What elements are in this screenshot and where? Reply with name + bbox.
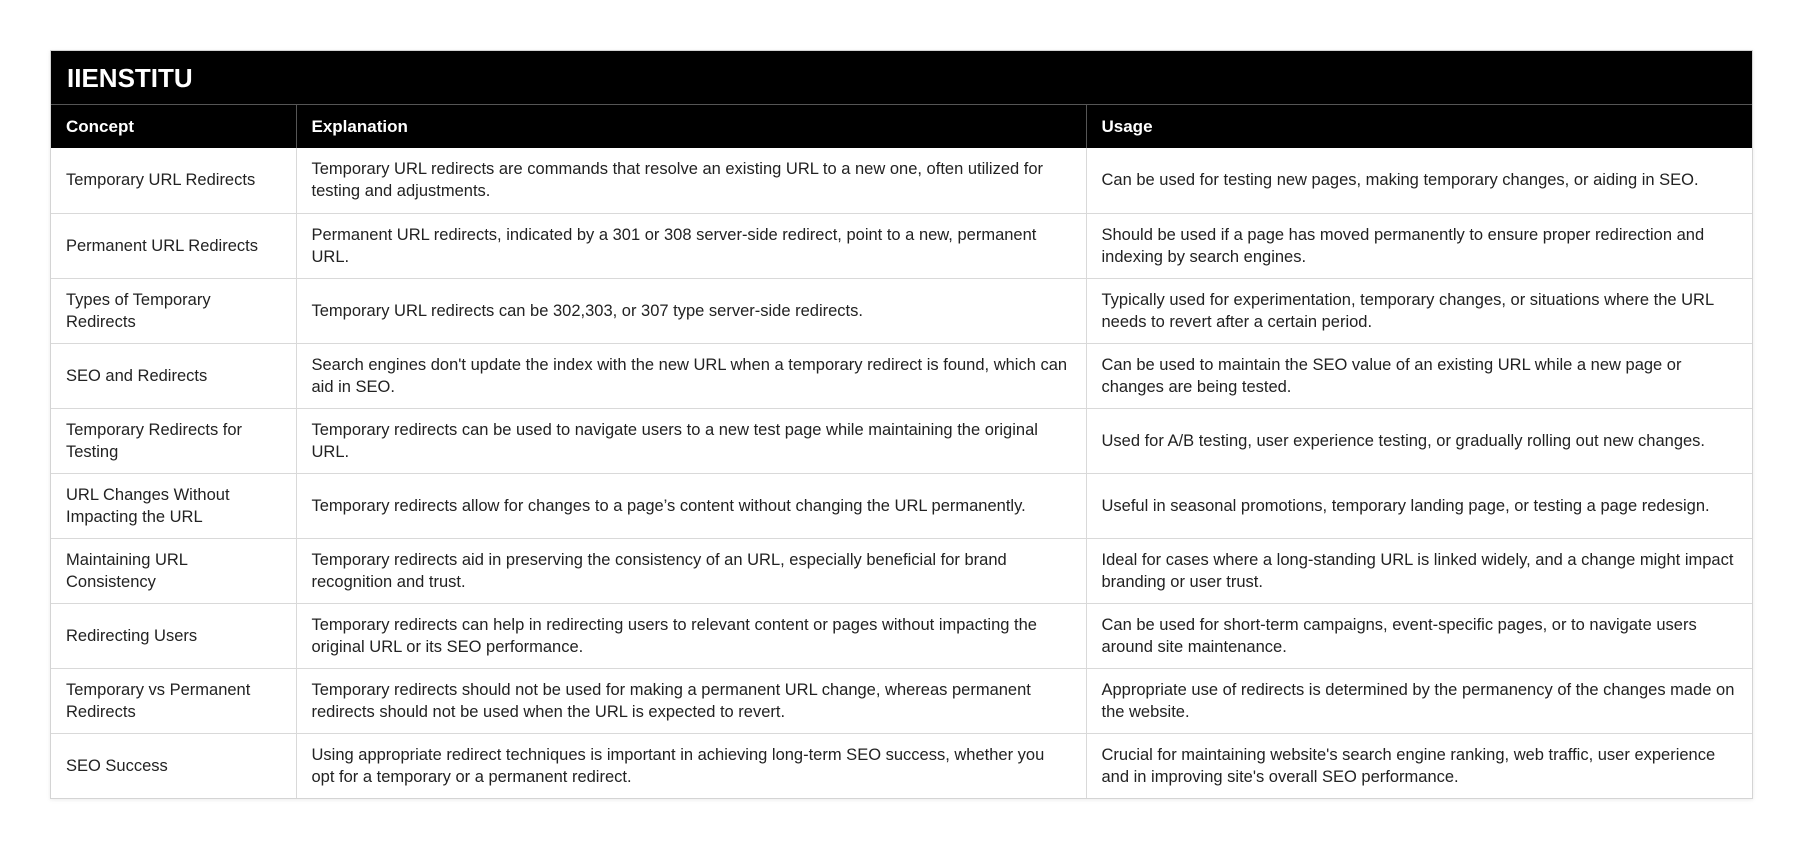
table-header (51, 105, 1752, 148)
cell-concept: SEO and Redirects (51, 343, 296, 408)
cell-concept: Maintaining URL Consistency (51, 538, 296, 603)
table-row (51, 473, 1752, 538)
cell-usage: Used for A/B testing, user experience testing, or gradually rolling out new changes. (1086, 408, 1752, 473)
header-usage: Usage (1086, 105, 1752, 148)
header-concept: Concept (51, 105, 296, 148)
cell-concept: Temporary vs Permanent Redirects (51, 668, 296, 733)
table-row (51, 213, 1752, 278)
table-title: IIENSTITU (51, 51, 1752, 105)
table-row (51, 278, 1752, 343)
cell-explanation: Temporary redirects can be used to navigate users to a new test page while maintaining the original URL. (296, 408, 1086, 473)
table-row (51, 343, 1752, 408)
cell-usage: Can be used for short-term campaigns, event-specific pages, or to navigate users around site maintenance. (1086, 603, 1752, 668)
table-row (51, 668, 1752, 733)
cell-explanation: Temporary redirects aid in preserving the consistency of an URL, especially beneficial for brand recognition and trust. (296, 538, 1086, 603)
cell-concept: Permanent URL Redirects (51, 213, 296, 278)
cell-explanation: Temporary URL redirects can be 302,303, or 307 type server-side redirects. (296, 278, 1086, 343)
cell-explanation: Search engines don't update the index with the new URL when a temporary redirect is found, which can aid in SEO. (296, 343, 1086, 408)
cell-explanation: Temporary URL redirects are commands that resolve an existing URL to a new one, often utilized for testing and adjustments. (296, 148, 1086, 213)
table-body (51, 148, 1752, 798)
cell-concept: SEO Success (51, 733, 296, 798)
cell-explanation: Temporary redirects allow for changes to a page’s content without changing the URL permanently. (296, 473, 1086, 538)
cell-usage: Should be used if a page has moved permanently to ensure proper redirection and indexing by search engines. (1086, 213, 1752, 278)
table-row (51, 733, 1752, 798)
cell-concept: Temporary Redirects for Testing (51, 408, 296, 473)
table-row (51, 148, 1752, 213)
cell-concept: Redirecting Users (51, 603, 296, 668)
header-row (51, 105, 1752, 148)
cell-usage: Can be used for testing new pages, making temporary changes, or aiding in SEO. (1086, 148, 1752, 213)
cell-concept: Temporary URL Redirects (51, 148, 296, 213)
header-explanation: Explanation (296, 105, 1086, 148)
cell-usage: Crucial for maintaining website's search engine ranking, web traffic, user experience and in improving site's overall SEO performance. (1101, 745, 1716, 786)
table-row (51, 408, 1752, 473)
cell-usage: Useful in seasonal promotions, temporary landing page, or testing a page redesign. (1086, 473, 1752, 538)
table-row (51, 603, 1752, 668)
cell-explanation: Permanent URL redirects, indicated by a 301 or 308 server-side redirect, point to a new, permanent URL. (296, 213, 1086, 278)
concept-table (50, 50, 1753, 799)
cell-concept: URL Changes Without Impacting the URL (51, 473, 296, 538)
cell-usage: Can be used to maintain the SEO value of an existing URL while a new page or changes are being tested. (1086, 343, 1752, 408)
cell-usage: Appropriate use of redirects is determined by the permanency of the changes made on the website. (1086, 668, 1752, 733)
cell-explanation: Using appropriate redirect techniques is important in achieving long-term SEO success, whether you opt for a temporary or a permanent redirect. (296, 733, 1086, 798)
data-table (51, 105, 1752, 798)
cell-usage: Typically used for experimentation, temporary changes, or situations where the URL needs to revert after a certain period. (1086, 278, 1752, 343)
cell-concept: Types of Temporary Redirects (51, 278, 296, 343)
cell-usage: Ideal for cases where a long-standing URL is linked widely, and a change might impact branding or user trust. (1086, 538, 1752, 603)
cell-explanation: Temporary redirects can help in redirecting users to relevant content or pages without impacting the original URL or its SEO performance. (296, 603, 1086, 668)
table-row (51, 538, 1752, 603)
cell-explanation: Temporary redirects should not be used for making a permanent URL change, whereas permanent redirects should not be used when the URL is expected to revert. (296, 668, 1086, 733)
